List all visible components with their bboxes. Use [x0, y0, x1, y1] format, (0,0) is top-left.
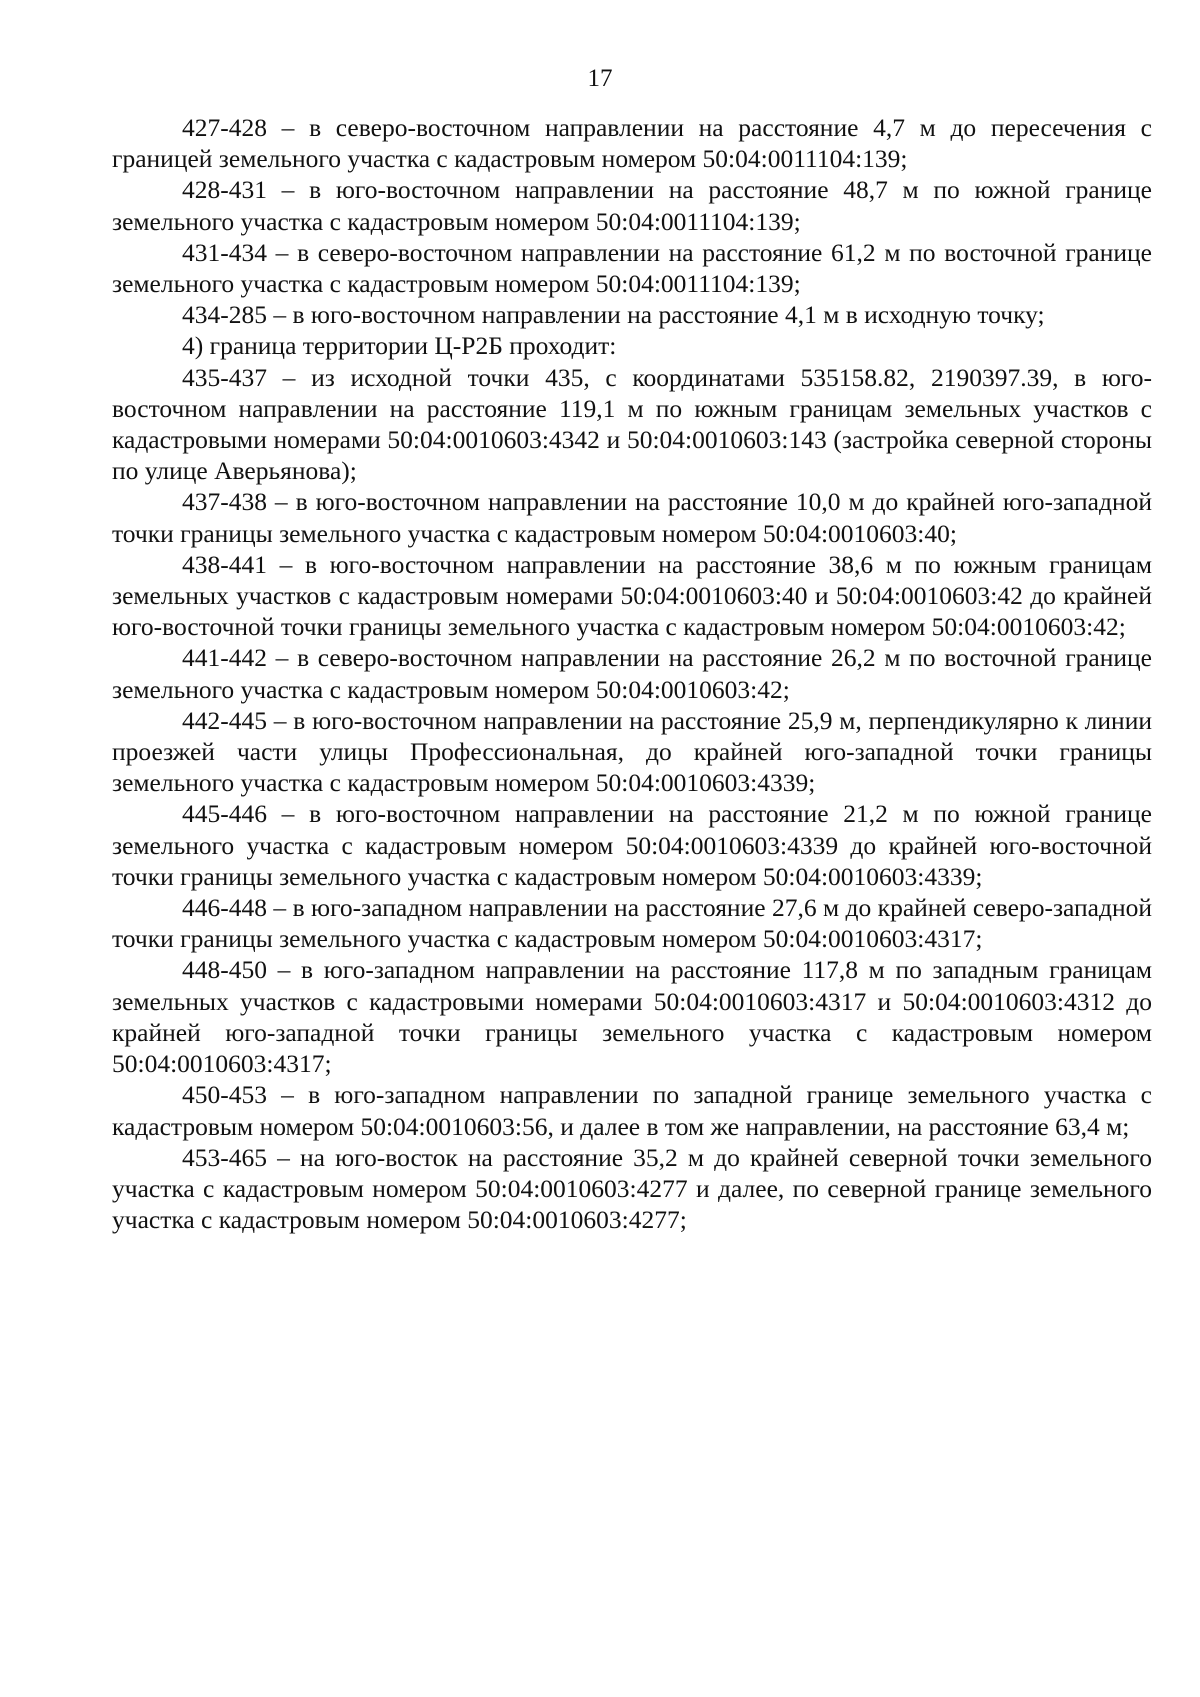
paragraph-431-434: 431-434 – в северо-восточном направлении на расстояние 61,2 м по восточной границе земельного участка с кадастровым номером 50:04:0011104:139; [112, 237, 1152, 299]
paragraph-441-442: 441-442 – в северо-восточном направлении на расстояние 26,2 м по восточной границе земельного участка с кадастровым номером 50:04:0010603:42; [112, 643, 1152, 704]
paragraph-450-453: 450-453 – в юго-западном направлении по западной границе земельного участка с кадастровым номером 50:04:0010603:56, и далее в том же направлении, на расстояние 63,4 м; [112, 1080, 1152, 1141]
paragraph-453-465: 453-465 – на юго-восток на расстояние 35,2 м до крайней северной точки земельного участка с кадастровым номером 50:04:0010603:4277 и далее, по северной границе земельного участка с кадастровым номером 50:04:0010603:4277; [112, 1142, 1152, 1235]
page-number: 17 [587, 65, 613, 92]
paragraph-437-438: 437-438 – в юго-восточном направлении на расстояние 10,0 м до крайней юго-западной точки границы земельного участка с кадастровым номером 50:04:0010603:40; [112, 487, 1152, 548]
paragraph-448-450: 448-450 – в юго-западном направлении на расстояние 117,8 м по западным границам земельных участков с кадастровыми номерами 50:04:0010603:4317 и 50:04:0010603:4312 до крайней юго-западной точки границы земельного участка с кадастровым номером 50:04:0010603:4317; [112, 955, 1152, 1079]
paragraph-446-448: 446-448 – в юго-западном направлении на расстояние 27,6 м до крайней северо-западной точки границы земельного участка с кадастровым номером 50:04:0010603:4317; [112, 893, 1152, 954]
paragraph-427-428: 427-428 – в северо-восточном направлении на расстояние 4,7 м до пересечения с границей земельного участка с кадастровым номером 50:04:0011104:139; [112, 113, 1152, 174]
paragraph-434-285: 434-285 – в юго-восточном направлении на расстояние 4,1 м в исходную точку; [182, 300, 1045, 330]
paragraph-445-446: 445-446 – в юго-восточном направлении на расстояние 21,2 м по южной границе земельного участка с кадастровым номером 50:04:0010603:4339 до крайней юго-восточной точки границы земельного участка с кадастровым номером 50:04:0010603:4339; [112, 799, 1152, 891]
section-heading-c-r2b: 4) граница территории Ц-Р2Б проходит: [182, 331, 617, 361]
paragraph-435-437: 435-437 – из исходной точки 435, с координатами 535158.82, 2190397.39, в юго-восточном направлении на расстояние 119,1 м по южным границам земельных участков с кадастровыми номерами 50:04:0010603:4342 и 50:04:0010603:143 (застройка северной стороны по улице Аверьянова); [112, 362, 1152, 486]
paragraph-442-445: 442-445 – в юго-восточном направлении на расстояние 25,9 м, перпендикулярно к линии проезжей части улицы Профессиональная, до крайней юго-западной точки границы земельного участка с кадастровым номером 50:04:0010603:4339; [112, 705, 1152, 798]
document-body [112, 112, 1152, 1235]
paragraph-428-431: 428-431 – в юго-восточном направлении на расстояние 48,7 м по южной границе земельного участка с кадастровым номером 50:04:0011104:139; [112, 175, 1152, 236]
paragraph-438-441: 438-441 – в юго-восточном направлении на расстояние 38,6 м по южным границам земельных участков с кадастровым номерами 50:04:0010603:40 и 50:04:0010603:42 до крайней юго-восточной точки границы земельного участка с кадастровым номером 50:04:0010603:42; [112, 549, 1152, 642]
